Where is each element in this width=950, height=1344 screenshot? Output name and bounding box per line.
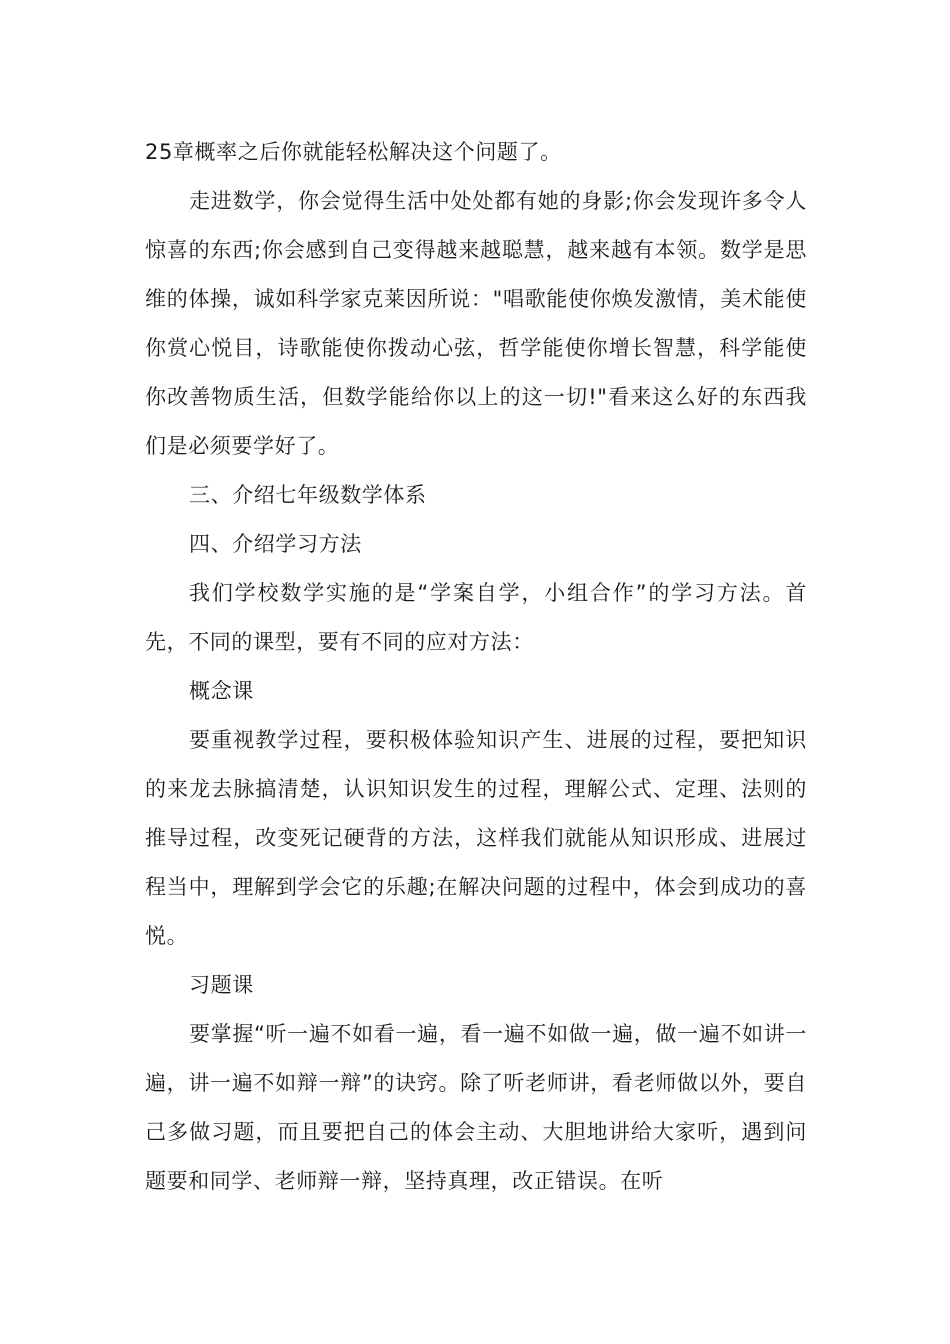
paragraph-exercise-class: 要掌握“听一遍不如看一遍，看一遍不如做一遍，做一遍不如讲一遍，讲一遍不如辩一辩”的诀窍。除了听老师讲，看老师做以外，要自己多做习题，而且要把自己的体会主动、大胆地讲给大家听，遇到问题要和同学、老师辩一辩，坚持真理，改正错误。在听 bbox=[145, 1022, 807, 1193]
section-heading-system: 三、介绍七年级数学体系 bbox=[189, 483, 427, 507]
subheading-exercise-class: 习题课 bbox=[189, 973, 254, 997]
body-text bbox=[145, 128, 807, 1206]
subheading-concept-class: 概念课 bbox=[189, 679, 254, 703]
paragraph-continuation: 25章概率之后你就能轻松解决这个问题了。 bbox=[145, 140, 562, 164]
paragraph-concept-class: 要重视教学过程，要积极体验知识产生、进展的过程，要把知识的来龙去脉搞清楚，认识知识发生的过程，理解公式、定理、法则的推导过程，改变死记硬背的方法，这样我们就能从知识形成、进展过程当中，理解到学会它的乐趣;在解决问题的过程中，体会到成功的喜悦。 bbox=[145, 728, 807, 948]
paragraph-school-method: 我们学校数学实施的是“学案自学，小组合作”的学习方法。首先，不同的课型，要有不同的应对方法： bbox=[145, 581, 807, 654]
section-heading-methods: 四、介绍学习方法 bbox=[189, 532, 362, 556]
paragraph-math-life: 走进数学，你会觉得生活中处处都有她的身影;你会发现许多令人惊喜的东西;你会感到自己变得越来越聪慧，越来越有本领。数学是思维的体操，诚如科学家克莱因所说："唱歌能使你焕发激情，美术能使你赏心悦目，诗歌能使你拨动心弦，哲学能使你增长智慧，科学能使你改善物质生活，但数学能给你以上的这一切!"看来这么好的东西我们是必须要学好了。 bbox=[145, 189, 807, 458]
